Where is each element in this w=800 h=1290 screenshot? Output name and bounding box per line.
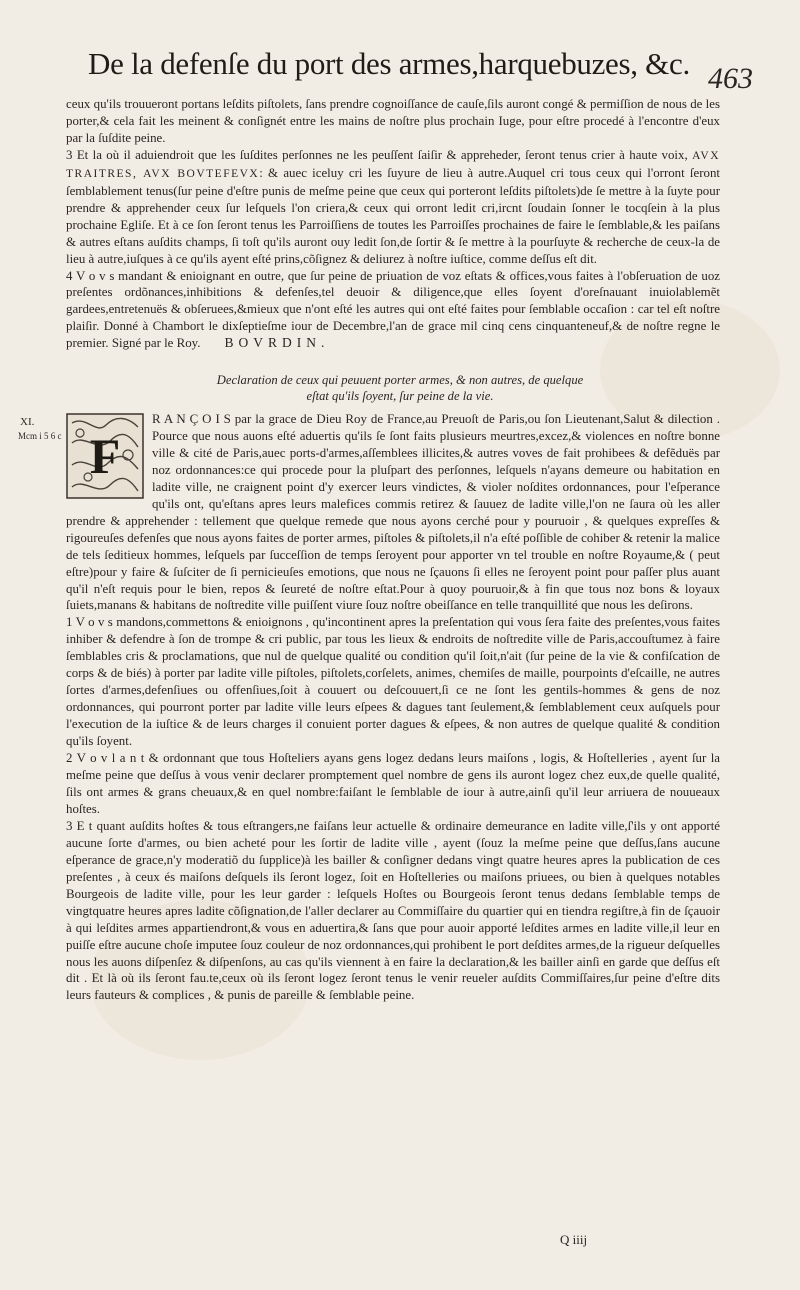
paragraph: ceux qu'ils trouueront portans leſdits piſtolets, ſans prendre cognoiſſance de cauſe,ſils auront congé & permiſſion de nous de les porter,& cela fait les meinent & conſignét entre les mains de noſtre plus prochain Iuge, pour eſtre procedé à l'encontre d'eux par la ſuſdite peine. bbox=[66, 97, 720, 145]
cry-words: AVX TRAITRES, AVX BOVTEFEVX bbox=[66, 149, 720, 180]
ordinance-continuation bbox=[66, 96, 720, 352]
paragraph: 1 V o v s mandons,commettons & enioignons , qu'incontinent apres la preſentation qui vous ſera faite des preſentes,vous faites inhiber & defendre à ſon de trompe & cri public, par tous les lieux & endroits de noſtredite ville de Paris,accouſtumez à faire ſemblables cris & proclamations, que nul de quelque qualité ou condition qu'il ſoit,n'ait (ſur peine de la vie & confiſcation de corps & de biés) à porter par ladite ville piſtoles, piſtolets,corſelets, animes, chemiſes de maille, pourpoints d'eſcaille, ne autres ſortes d'armes,defenſiues ou offenſiues,ſoit à couuert ou deſcouuert,ſi ce ne ſont les gentils-hommes & gens de noz ordonnances, qui pourront porter par ladite ville leurs eſpees & dagues tant ſeulement,& ſemblablement ceux auſquels pour l'execution de la iuſtice & de leurs charges il conuient porter dagues & eſpees, & non autres de quelque qualité & condition qu'ils ſoyent. bbox=[66, 615, 720, 749]
declaration-body bbox=[66, 411, 720, 1004]
declaration-heading bbox=[100, 372, 700, 404]
folio-number: 463 bbox=[708, 62, 753, 95]
paragraph-text: 4 V o v s mandant & enioignant en outre, que ſur peine de priuation de voz eſtats & offices,vous faites à l'obſeruation de uoz preſentes ordõnances,inhibitions & defenſes,tel deuoir & diligence,que elles ſoyent d'oreſnauant inuiolablemẽt gardees,entretenuës & obſeruees,&mieux que n'ont eſté les autres qui ont eſté faites pour ſemblable occaſion : car tel eſt noſtre plaiſir. Donné à Chambort le dixſeptieſme iour de Decembre,l'an de grace mil cinq cens cinquanteneuf,& de noſtre regne le premier. Signé par le Roy. bbox=[66, 268, 720, 351]
signature-mark: Q iiij bbox=[560, 1232, 588, 1247]
margin-number: XI. bbox=[20, 416, 35, 428]
running-title: De la defenſe du port des armes,harquebuzes, &c. bbox=[88, 46, 690, 81]
paragraph bbox=[66, 147, 720, 268]
paragraph: 2 V o v l a n t & ordonnant que tous Hoſteliers ayans gens logez dedans leurs maiſons , logis, & Hoſtelleries , ayent ſur la meſme peine que deſſus à vous venir declarer promptement quel nombre de gens ils auront logez chez eux,de quelle qualité, ſils ont armes & grans cheuaux,& en quel nombre:faiſant le ſemblable de iour à autre,ainſi qu'il leur arriuera de nouueaux hoſtes. bbox=[66, 751, 720, 816]
heading-line: Declaration de ceux qui peuuent porter armes, & non autres, de quelque bbox=[216, 373, 584, 387]
paragraph: R A N Ç O I S par la grace de Dieu Roy de France,au Preuoſt de Paris,ou ſon Lieutenant,Salut & dilection . Pource que nous auons eſté aduertis qu'ils ſe ſont faits plusieurs meurtres,excez,& violences en noſtre bonne ville & cité de Paris,auec ports-d'armes,aſſemblees illicites,& autres voves de fait prohibees & defẽduës par noz ordonnances:ce qui procede pour la pluſpart des perſonnes, leſquels n'ayans demeure ou habitation en ladite ville, ne craignent point d'y exercer leurs vindictes, & violer noſdites ordonnances, pour l'eſperance qu'ils ont, qu'eſtans apres leurs malefices commis retirez & ſauuez de ladite ville,l'on ne ſaura où les aller prendre & apprehender : tellement que quelque remede que nous ayons cerché pour y pouruoir , & quelques expreſſes & rigoureuſes defenſes que nous ayons faites de porter armes, piſtoles & piſtolets,il n'a eſté poſſible de cohiber & retenir la malice de tels ſeditieux hommes, leſquels par ſucceſſion de temps ſeroyent pour apporter vn tel trouble en noſtre Royaume,& ( peut eſtre)pour y faire & ſuſciter de ſi pernicieuſes emotions, que nous ne ſçauons ſi elles ne ſeroyent point pour paſſer plus auant qu'il n'eſt requis pour le bien, repos & ſeureté de noſtre eſtat.Pour à quoy pouruoir,& à fin que tous noz bons & loyaux ſuiets,manans & habitans de noſtredite ville puiſſent viure ſouz noſtre obeiſſance en telle tranquillité que nous les deſirons. bbox=[66, 412, 720, 613]
paragraph-text: 3 Et la où il aduiendroit que les ſuſdites perſonnes ne les peuſſent ſaiſir & appreheder, ſeront tenus crier à haute voix, bbox=[66, 147, 693, 162]
margin-date: Mcm i 5 6 c bbox=[18, 431, 62, 441]
paragraph-text: : & auec iceluy cri les ſuyure de lieu à autre.Auquel cri tous ceux qui l'orront ſeront ſemblablement tenus(ſur peine d'eſtre punis de meſme peine que ceux qui porteront leſdits piſtolets)de ſe mettre à la ſuyte pour prendre & apprehender ceux ſur leſquels l'on criera,& ceux qui orront ledit cri,ircnt ſoudain ſonner le tocqſein à la plus prochaine Egliſe. Et à ce ſon ſeront tenus les Parroiſſiens de toutes les Parroiſſes prochaines de faire le ſemblable,& les paiſans & autres eſtans auſdits champs, ſi toſt qu'ils auront ouy ledit ſon,de ſortir & ſe mettre à la pourſuyte & recherche de ceux-la de lieu à autre,iuſques à ce qu'ils ayent eſté prins,cõſignez & deliurez à noſtre iuſtice, comme deſſus eſt dit. bbox=[66, 165, 720, 266]
heading-line: eſtat qu'ils ſoyent, ſur peine de la vie. bbox=[306, 389, 494, 403]
signer-name: BOVRDIN. bbox=[224, 335, 330, 351]
paragraph: 3 E t quant auſdits hoſtes & tous eſtrangers,ne faiſans leur actuelle & ordinaire demeurance en ladite ville,ſ'ils y ont apporté aucune ſorte d'armes, ou bien acheté pour les ſortir de ladite ville , ayent (ſouz la meſme peine que deſſus,ſans aucune eſperance de grace,n'y moderatiõ du ſupplice)à les bailler & conſigner dedans vingt quatre heures apres la publication de ces preſentes , à ceux és maiſons deſquels ils ſeront logez, ſoit en Hoſtelleries ou maiſons priuees, ou bien à quelques notables Bourgeois de ladite ville, pour les leur garder : leſquels Hoſtes ou Bourgeois ſeront tenus dedans ſemblable temps de vingtquatre heures apres ladite cõſignation,de l'aller declarer au Commiſſaire du quartier qui en tiendra regiſtre,à fin de ſçauoir à qui leſdites armes appartiendront,& vous en aduertira,& ſans que pour auoir apporté leſdites armes en ladite ville,il leur en puiſſe eſtre aucune choſe imputee ſouz couleur de noz ordonnances,qui prohibent le port deſdites armes,de la rigueur deſquelles nous les auons diſpenſez & diſpenſons, au cas qu'ils viennent à en faire la declaration,& les bailler ainſi en garde que deſſus eſt dit . Et là où ils ſeront fau.te,ceux où ils ſeront logez ſeront tenus le venir reueler auſdits Commiſſaires,ſur peine d'eſtre dits leurs fauteurs & complices , & punis de pareille & ſemblable peine. bbox=[66, 818, 720, 1003]
paragraph bbox=[66, 268, 720, 353]
decorated-initial bbox=[66, 413, 144, 499]
initial-letter: F bbox=[89, 428, 121, 484]
